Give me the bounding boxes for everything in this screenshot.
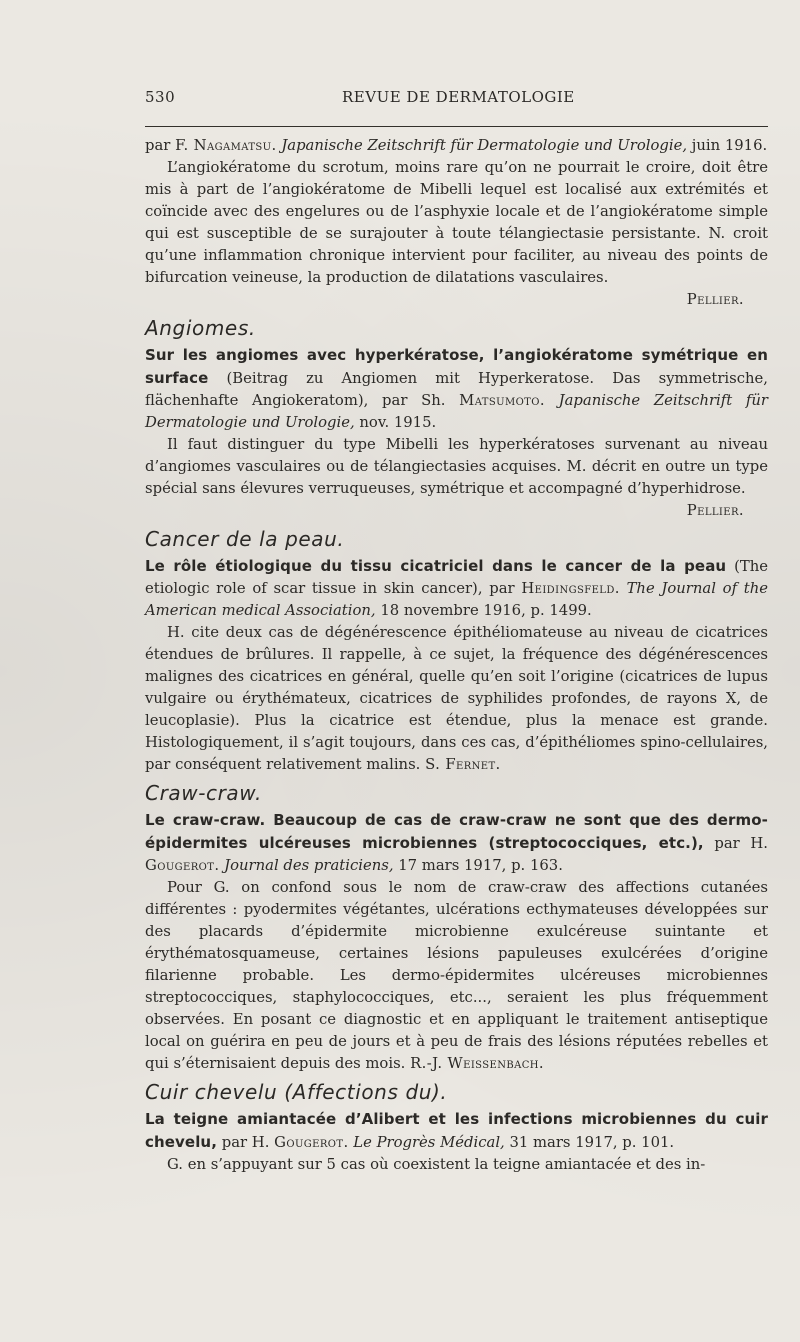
cuir-date: 31 mars 1917, p. 101. bbox=[504, 1134, 675, 1151]
cancer-reference-text: (The etiologic role of scar tissue in skin cancer), par bbox=[145, 558, 768, 597]
angiomes-article-title: Sur les angiomes avec hyperkératose, l’angiokératome symétrique en surface bbox=[145, 346, 768, 387]
angiomes-date: nov. 1915. bbox=[354, 414, 437, 431]
continuation-author: F. Nagamatsu. bbox=[175, 137, 277, 154]
angiokeratome-paragraph bbox=[145, 157, 768, 311]
cuir-reference-text: par H. bbox=[217, 1134, 270, 1151]
craw-reference-text: par H. bbox=[703, 835, 769, 852]
cuir-journal: Le Progrès Médical, bbox=[353, 1134, 505, 1151]
craw-article-title: Le craw-craw. Beaucoup de cas de craw-craw ne sont que des dermo-épidermites ulcéreuses microbiennes (streptococciques, etc.), bbox=[145, 811, 768, 852]
continuation-date: juin 1916. bbox=[691, 137, 768, 154]
angiomes-journal: Japanische Zeitschrift für Dermatologie und Urologie, bbox=[145, 392, 768, 431]
craw-signature: R.-J. Weissenbach. bbox=[410, 1055, 545, 1072]
cancer-article-title: Le rôle étiologique du tissu cicatriciel dans le cancer de la peau bbox=[145, 557, 727, 575]
cancer-paragraph bbox=[145, 622, 768, 776]
angiokeratome-signature: Pellier. bbox=[686, 291, 744, 308]
craw-author: Gougerot. bbox=[145, 857, 220, 874]
header-rule bbox=[145, 126, 768, 127]
angiomes-signature: Pellier. bbox=[686, 502, 744, 519]
cancer-text: H. cite deux cas de dégénérescence épithéliomateuse au niveau de cicatrices étendues de brûlures. Il rappelle, à ce sujet, la fréquence des dégénérescences malignes des cicatrices en général, quelle qu’en soit l’origine (cicatrices de lupus vulgaire ou érythémateux, cicatrices de syphilides profondes, de rayons X, de leucoplasie). Plus la cicatrice est étendue, plus la menace est grande. Histologiquement, il s’agit toujours, dans ces cas, d’épithéliomes spino-cellulaires, par conséquent relativement malins. bbox=[145, 624, 768, 773]
cuir-article-title: La teigne amiantacée d’Alibert et les infections microbiennes du cuir chevelu, bbox=[145, 1110, 768, 1151]
article-body bbox=[145, 135, 768, 1176]
angiomes-author: Matsumoto. bbox=[459, 392, 545, 409]
section-heading-cuir-chevelu: Cuir chevelu (Affections du). bbox=[145, 1080, 448, 1104]
craw-text: Pour G. on confond sous le nom de craw-craw des affections cutanées différentes : pyodermites végétantes, ulcérations ecthymateuses développées sur des placards d’épidermite microbienne exulcéreuse suintante et érythématosquameuse, certaines lésions papuleuses exulcérées d’origine filarienne probable. Les dermo-épidermites ulcéreuses microbiennes streptococciques, staphylococciques, etc..., seraient les plus fréquemment observées. En posant ce diagnostic et en appliquant le traitement antiseptique local on guérira en peu de jours et à peu de frais des lésions réputées rebelles et qui s’éternisaient depuis des mois. bbox=[145, 879, 768, 1072]
cancer-date: 18 novembre 1916, p. 1499. bbox=[375, 602, 592, 619]
angiomes-paragraph bbox=[145, 434, 768, 522]
craw-reference bbox=[145, 809, 768, 877]
angiomes-text: Il faut distinguer du type Mibelli les hyperkératoses survenant au niveau d’angiomes vasculaires ou de télangiectasies acquises. M. décrit en outre un type spécial sans élevures verruqueuses, symétrique et accompagné d’hyperhidrose. bbox=[145, 436, 768, 497]
craw-journal: Journal des praticiens, bbox=[224, 857, 394, 874]
page-header bbox=[145, 88, 768, 112]
cuir-paragraph bbox=[145, 1154, 768, 1176]
page-number: 530 bbox=[145, 88, 176, 106]
angiokeratome-text: L’angiokératome du scrotum, moins rare qu’on ne pourrait le croire, doit être mis à part de l’angiokératome de Mibelli lequel est localisé aux extrémités et coïncide avec des engelures ou de l’asphyxie locale et de l’angiokératome simple qui est susceptible de se surajouter à toute télangiectasie persistante. N. croit qu’une inflammation chronique intervient pour faciliter, au niveau des points de bifurcation veineuse, la production de dilatations vasculaires. bbox=[145, 159, 768, 286]
angiomes-reference bbox=[145, 344, 768, 434]
cancer-reference bbox=[145, 555, 768, 622]
cuir-text: G. en s’appuyant sur 5 cas où coexistent la teigne amiantacée et des in- bbox=[167, 1156, 706, 1173]
section-heading-craw-craw: Craw-craw. bbox=[145, 781, 262, 805]
craw-date: 17 mars 1917, p. 163. bbox=[393, 857, 563, 874]
cuir-reference bbox=[145, 1108, 768, 1154]
section-heading-angiomes: Angiomes. bbox=[145, 316, 256, 340]
cancer-signature: S. Fernet. bbox=[425, 756, 501, 773]
continuation-reference bbox=[145, 135, 768, 157]
cuir-author: Gougerot. bbox=[274, 1134, 349, 1151]
cancer-author: Heidingsfeld. bbox=[521, 580, 620, 597]
cancer-journal: The Journal of the American medical Association, bbox=[145, 580, 768, 619]
continuation-author-prefix: par bbox=[145, 137, 176, 154]
craw-paragraph bbox=[145, 877, 768, 1075]
section-heading-cancer: Cancer de la peau. bbox=[145, 527, 345, 551]
continuation-journal: Japanische Zeitschrift für Dermatologie und Urologie, bbox=[281, 137, 688, 154]
angiomes-reference-text: (Beitrag zu Angiomen mit Hyperkeratose. Das symmetrische, flächenhafte Angiokeratom), par Sh. bbox=[145, 370, 768, 409]
running-title: REVUE DE DERMATOLOGIE bbox=[342, 88, 575, 106]
